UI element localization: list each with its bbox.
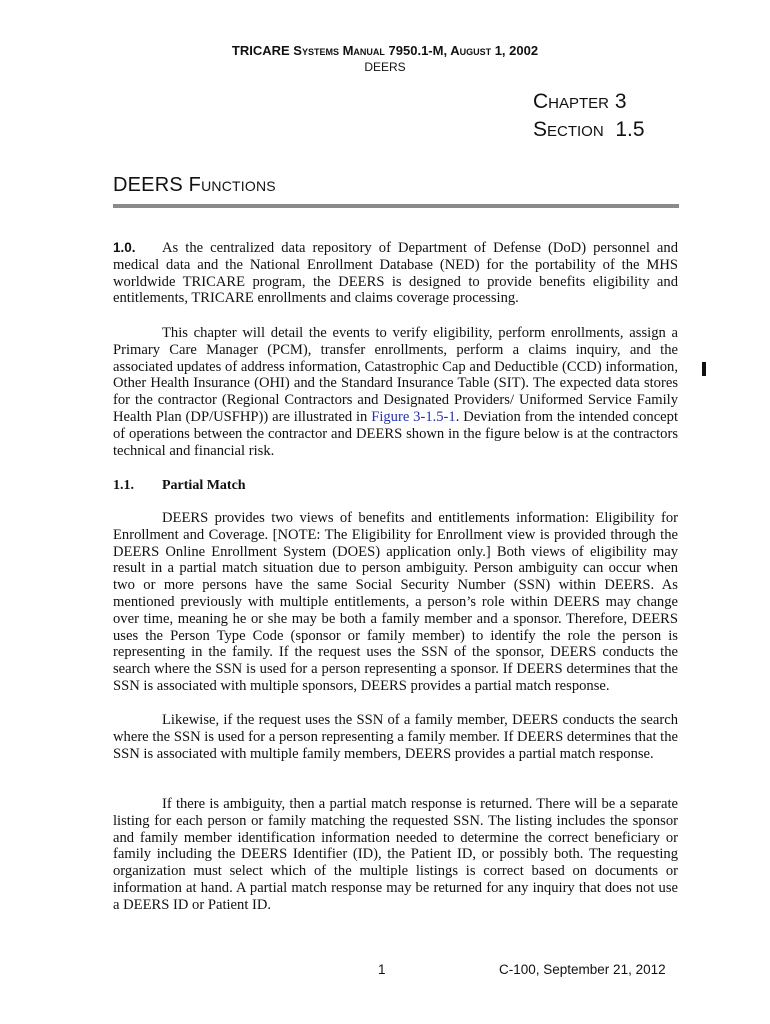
chapter-line bbox=[533, 88, 645, 116]
chapter-number: 3 bbox=[614, 90, 627, 113]
paragraph-number: 1.0. bbox=[113, 240, 136, 255]
paragraph-likewise: Likewise, if the request uses the SSN of a family member, DEERS conducts the search where the SSN is used for a person representing a family member. If DEERS determines that the SSN is associated with multiple family members, DEERS provides a partial match response. bbox=[113, 712, 678, 762]
section-number: 1.5 bbox=[615, 118, 645, 141]
footer-change-info: C-100, September 21, 2012 bbox=[499, 962, 666, 977]
subsection-heading bbox=[113, 478, 246, 494]
subsection-number: 1.1. bbox=[113, 478, 134, 493]
section-line bbox=[533, 116, 645, 144]
section-title: DEERS Functions bbox=[113, 174, 276, 196]
paragraph-ambiguity: If there is ambiguity, then a partial match response is returned. There will be a separate listing for each person or family matching the requested SSN. The listing includes the sponsor and family member identification information needed to determine the correct beneficiary or family including the DEERS Identifier (ID), the Patient ID, or possibly both. The requesting organization must select which of the multiple listings is correct based on documents or information at hand. A partial match response may be returned for any inquiry that does not use a DEERS ID or Patient ID. bbox=[113, 796, 678, 913]
figure-link[interactable]: Figure 3-1.5-1 bbox=[371, 408, 456, 425]
manual-subtitle: DEERS bbox=[364, 60, 406, 74]
paragraph-text: As the centralized data repository of Department of Defense (DoD) personnel and medical data and the National Enrollment Database (NED) for the portability of the MHS worldwide TRICARE program, the DEERS is designed to provide benefits eligibility and entitlements, TRICARE enrollments and claims coverage processing. bbox=[113, 240, 678, 307]
change-bar bbox=[702, 362, 706, 376]
paragraph-text-part1: This chapter will detail the events to verify eligibility, perform enrollments, assign a Primary Care Manager (PCM), transfer enrollments, perform a claims inquiry, and the associated updates of address information, Catastrophic Cap and Deductible (CCD) information, Other Health Insurance (OHI) and the Standard Insurance Table (SIT). The expected data stores for the contractor (Regional Contractors and Designated Providers/ Uniformed Service Family Health Plan (DP/USFHP)) are illustrated in bbox=[113, 325, 678, 425]
footer-page-number: 1 bbox=[378, 962, 386, 977]
paragraph-chapter-detail bbox=[113, 325, 678, 459]
subsection-title: Partial Match bbox=[162, 478, 246, 493]
section-label: Section bbox=[533, 118, 604, 141]
title-divider bbox=[113, 204, 679, 208]
manual-title: TRICARE Systems Manual 7950.1-M, August 1, 2002 bbox=[231, 43, 539, 58]
paragraph-1-0 bbox=[113, 240, 678, 307]
chapter-label: Chapter bbox=[533, 90, 610, 113]
paragraph-text-part2: . Deviation from the intended concept of operations between the contractor and DEERS shown in the figure below is at the contractors technical and financial risk. bbox=[113, 408, 678, 459]
chapter-section-block bbox=[533, 88, 645, 144]
paragraph-two-views: DEERS provides two views of benefits and entitlements information: Eligibility for Enrollment and Coverage. [NOTE: The Eligibility for Enrollment view is provided through the DEERS Online Enrollment System (DOES) application only.] Both views of eligibility may result in a partial match situation due to person ambiguity. Person ambiguity can occur when two or more persons have the same Social Security Number (SSN) within DEERS. As mentioned previously with multiple entitlements, a person’s role within DEERS may change over time, meaning he or she may be both a family member and a sponsor. Therefore, DEERS uses the Person Type Code (sponsor or family member) to identify the role the person is representing in the family. If the request uses the SSN of the sponsor, DEERS conducts the search where the SSN is used for a person representing a sponsor. If DEERS determines that the SSN is associated with multiple sponsors, DEERS provides a partial match response. bbox=[113, 510, 678, 694]
running-header bbox=[0, 42, 770, 76]
